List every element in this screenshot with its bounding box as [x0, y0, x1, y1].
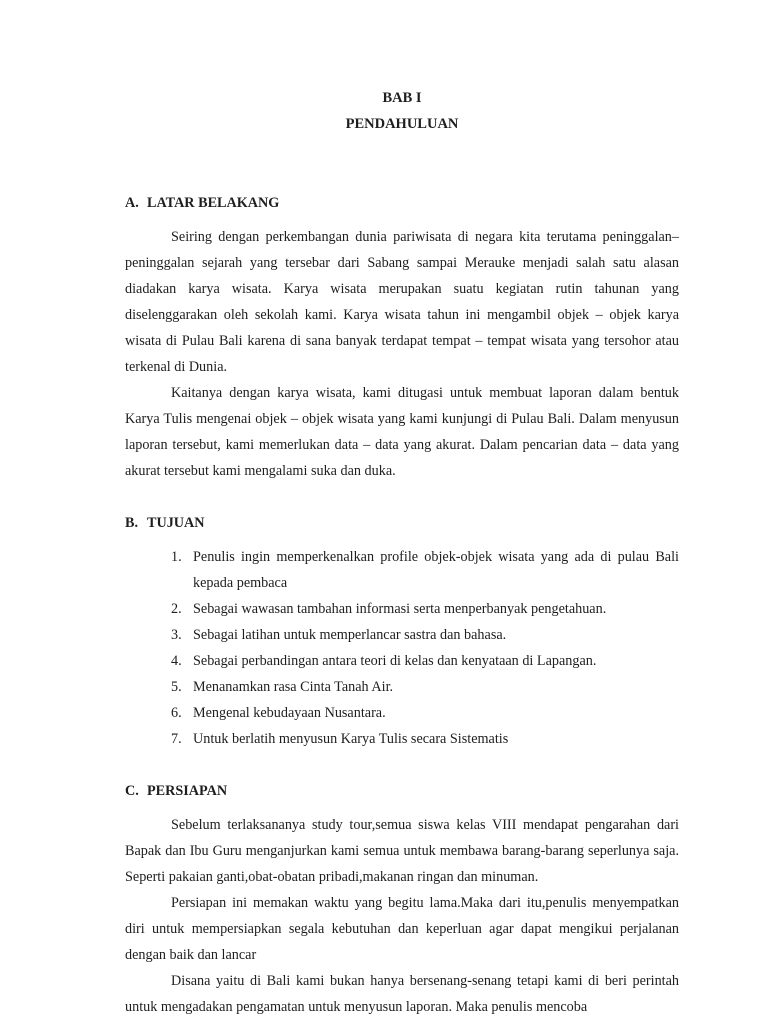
paragraph: Persiapan ini memakan waktu yang begitu lama.Maka dari itu,penulis menyempatkan diri untuk mempersiapkan segala kebutuhan dan keperluan agar dapat mengikui perjalanan dengan baik dan lancar [125, 895, 679, 963]
paragraph: Seiring dengan perkembangan dunia pariwisata di negara kita terutama peninggalan–peninggalan sejarah yang tersebar dari Sabang sampai Merauke menjadi salah satu alasan diadakan karya wisata. Karya wisata merupakan suatu kegiatan rutin tahunan yang diselenggarakan oleh sekolah kami. Karya wisata tahun ini mengambil objek – objek karya wisata di Pulau Bali karena di sana banyak terdapat tempat – tempat wisata yang tersohor atau terkenal di Dunia. [125, 229, 679, 375]
objectives-list [171, 544, 679, 752]
list-text: Sebagai latihan untuk memperlancar sastra dan bahasa. [193, 627, 507, 643]
list-item [171, 622, 679, 648]
list-item [171, 544, 679, 596]
section-heading-persiapan [125, 782, 227, 800]
list-text: Untuk berlatih menyusun Karya Tulis secara Sistematis [193, 731, 509, 747]
list-number: 3. [171, 627, 182, 643]
list-number: 6. [171, 705, 182, 721]
list-item [171, 700, 679, 726]
list-text: Penulis ingin memperkenalkan profile objek-objek wisata yang ada di pulau Bali kepada pembaca [193, 549, 679, 591]
chapter-title: PENDAHULUAN [345, 116, 459, 132]
list-number: 2. [171, 601, 182, 617]
section-letter: B. [125, 515, 139, 531]
section-title: PERSIAPAN [147, 783, 228, 799]
section-letter: C. [125, 783, 139, 799]
list-item [171, 726, 679, 752]
section-title: TUJUAN [147, 515, 205, 531]
section-title: LATAR BELAKANG [147, 195, 280, 211]
list-number: 1. [171, 549, 182, 565]
list-item [171, 596, 679, 622]
list-text: Mengenal kebudayaan Nusantara. [193, 705, 386, 721]
paragraph: Disana yaitu di Bali kami bukan hanya bersenang-senang tetapi kami di beri perintah untuk mengadakan pengamatan untuk menyusun laporan. Maka penulis mencoba [125, 973, 679, 1015]
list-number: 7. [171, 731, 182, 747]
list-item [171, 674, 679, 700]
paragraph: Sebelum terlaksananya study tour,semua siswa kelas VIII mendapat pengarahan dari Bapak dan Ibu Guru menganjurkan kami semua untuk membawa barang-barang seperlunya saja. Seperti pakaian ganti,obat-obatan pribadi,makanan ringan dan minuman. [125, 817, 679, 885]
list-number: 5. [171, 679, 182, 695]
section-heading-latar-belakang [125, 194, 279, 212]
section-letter: A. [125, 195, 139, 211]
list-text: Sebagai perbandingan antara teori di kelas dan kenyataan di Lapangan. [193, 653, 597, 669]
section-heading-tujuan [125, 514, 205, 532]
list-item [171, 648, 679, 674]
chapter-number: BAB I [382, 90, 422, 106]
list-number: 4. [171, 653, 182, 669]
list-text: Menanamkan rasa Cinta Tanah Air. [193, 679, 394, 695]
paragraph: Kaitanya dengan karya wisata, kami ditugasi untuk membuat laporan dalam bentuk Karya Tulis mengenai objek – objek wisata yang kami kunjungi di Pulau Bali. Dalam menyusun laporan tersebut, kami memerlukan data – data yang akurat. Dalam pencarian data – data yang akurat tersebut kami mengalami suka dan duka. [125, 385, 679, 479]
list-text: Sebagai wawasan tambahan informasi serta menperbanyak pengetahuan. [193, 601, 607, 617]
